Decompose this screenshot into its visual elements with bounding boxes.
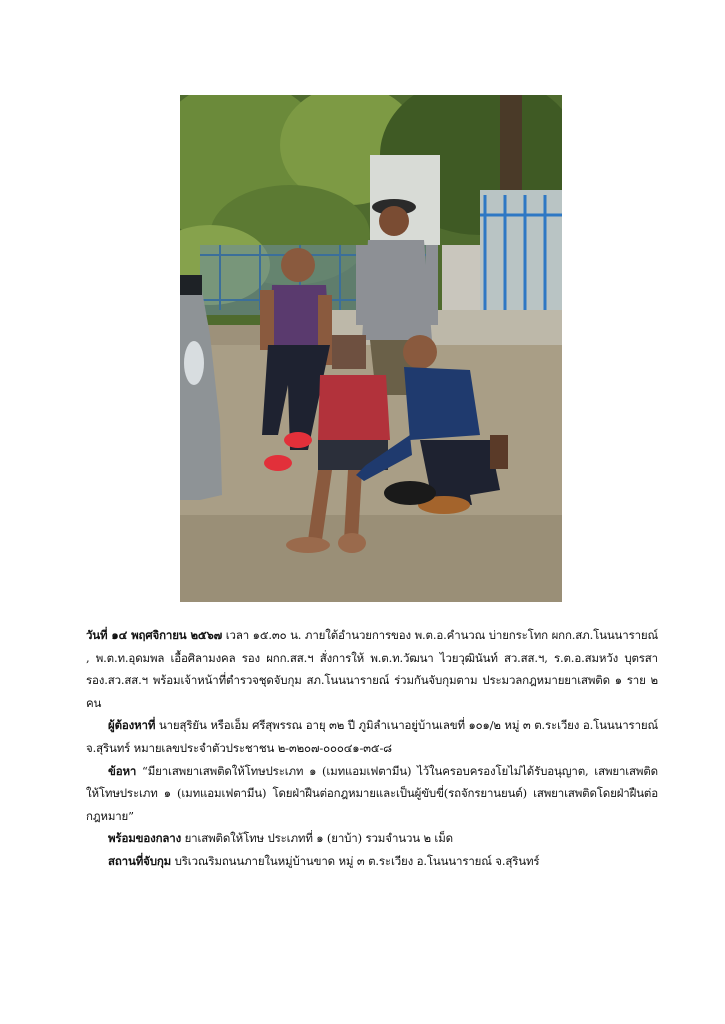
report-paragraph-location	[86, 850, 658, 873]
report-paragraph-evidence	[86, 827, 658, 850]
arrest-report	[86, 624, 658, 873]
report-intro-text: เวลา ๑๕.๓๐ น. ภายใต้อำนวยการของ พ.ต.อ.คำนวณ บ่ายกระโทก ผกก.สภ.โนนนารายณ์ , พ.ต.ท.อุดมพล เอื้อศิลามงคล รอง ผกก.สส.ฯ สั่งการให้ พ.ต.ท.วัฒนา ไวยวุฒินันท์ สว.สส.ฯ, ร.ต.อ.สมหวัง บุตรสา รอง.สว.สส.ฯ พร้อมเจ้าหน้าที่ตำรวจชุดจับกุม สภ.โนนนารายณ์ ร่วมกันจับกุมตาม ประมวลกฎหมายยาเสพติด ๑ ราย ๒ คน	[86, 628, 659, 710]
date-label: วันที่ ๑๔ พฤศจิกายน ๒๕๖๗	[86, 628, 223, 642]
charge-text: “มียาเสพยาเสพติดให้โทษประเภท ๑ (เมทแอมเฟตามีน) ไว้ในครอบครองโยไม่ได้รับอนุญาต, เสพยาเสพติดให้โทษประเภท ๑ (เมทแอมเฟตามีน) โดยฝ่าฝืนต่อกฎหมายและเป็นผู้ขับขี่(รถจักรยานยนต์) เสพยาเสพติดโดยฝ่าฝืนต่อกฎหมาย”	[86, 763, 658, 823]
report-paragraph-charge	[86, 760, 658, 828]
arrest-photo	[180, 95, 562, 602]
evidence-label: พร้อมของกลาง	[108, 831, 182, 846]
charge-label: ข้อหา	[108, 763, 137, 778]
report-paragraph-suspect	[86, 714, 658, 759]
evidence-text: ยาเสพติดให้โทษ ประเภทที่ ๑ (ยาบ้า) รวมจำนวน ๒ เม็ด	[181, 831, 453, 846]
suspect-text: นายสุริยัน หรือเอ็ม ศรีสุพรรณ อายุ ๓๒ ปี ภูมิลำเนาอยู่บ้านเลขที่ ๑๐๑/๒ หมู่ ๓ ต.ระเวียง อ.โนนนารายณ์ จ.สุรินทร์ หมายเลขประจำตัวประชาชน ๒-๓๒๐๗-๐๐๐๔๑-๓๕-๘	[86, 718, 658, 755]
location-text: บริเวณริมถนนภายในหมู่บ้านขาด หมู่ ๓ ต.ระเวียง อ.โนนนารายณ์ จ.สุรินทร์	[171, 853, 540, 868]
suspect-label: ผู้ต้องหาที่	[108, 718, 156, 733]
location-label: สถานที่จับกุม	[108, 853, 172, 868]
arrest-scene-illustration	[180, 95, 562, 602]
report-paragraph-date	[86, 624, 658, 714]
